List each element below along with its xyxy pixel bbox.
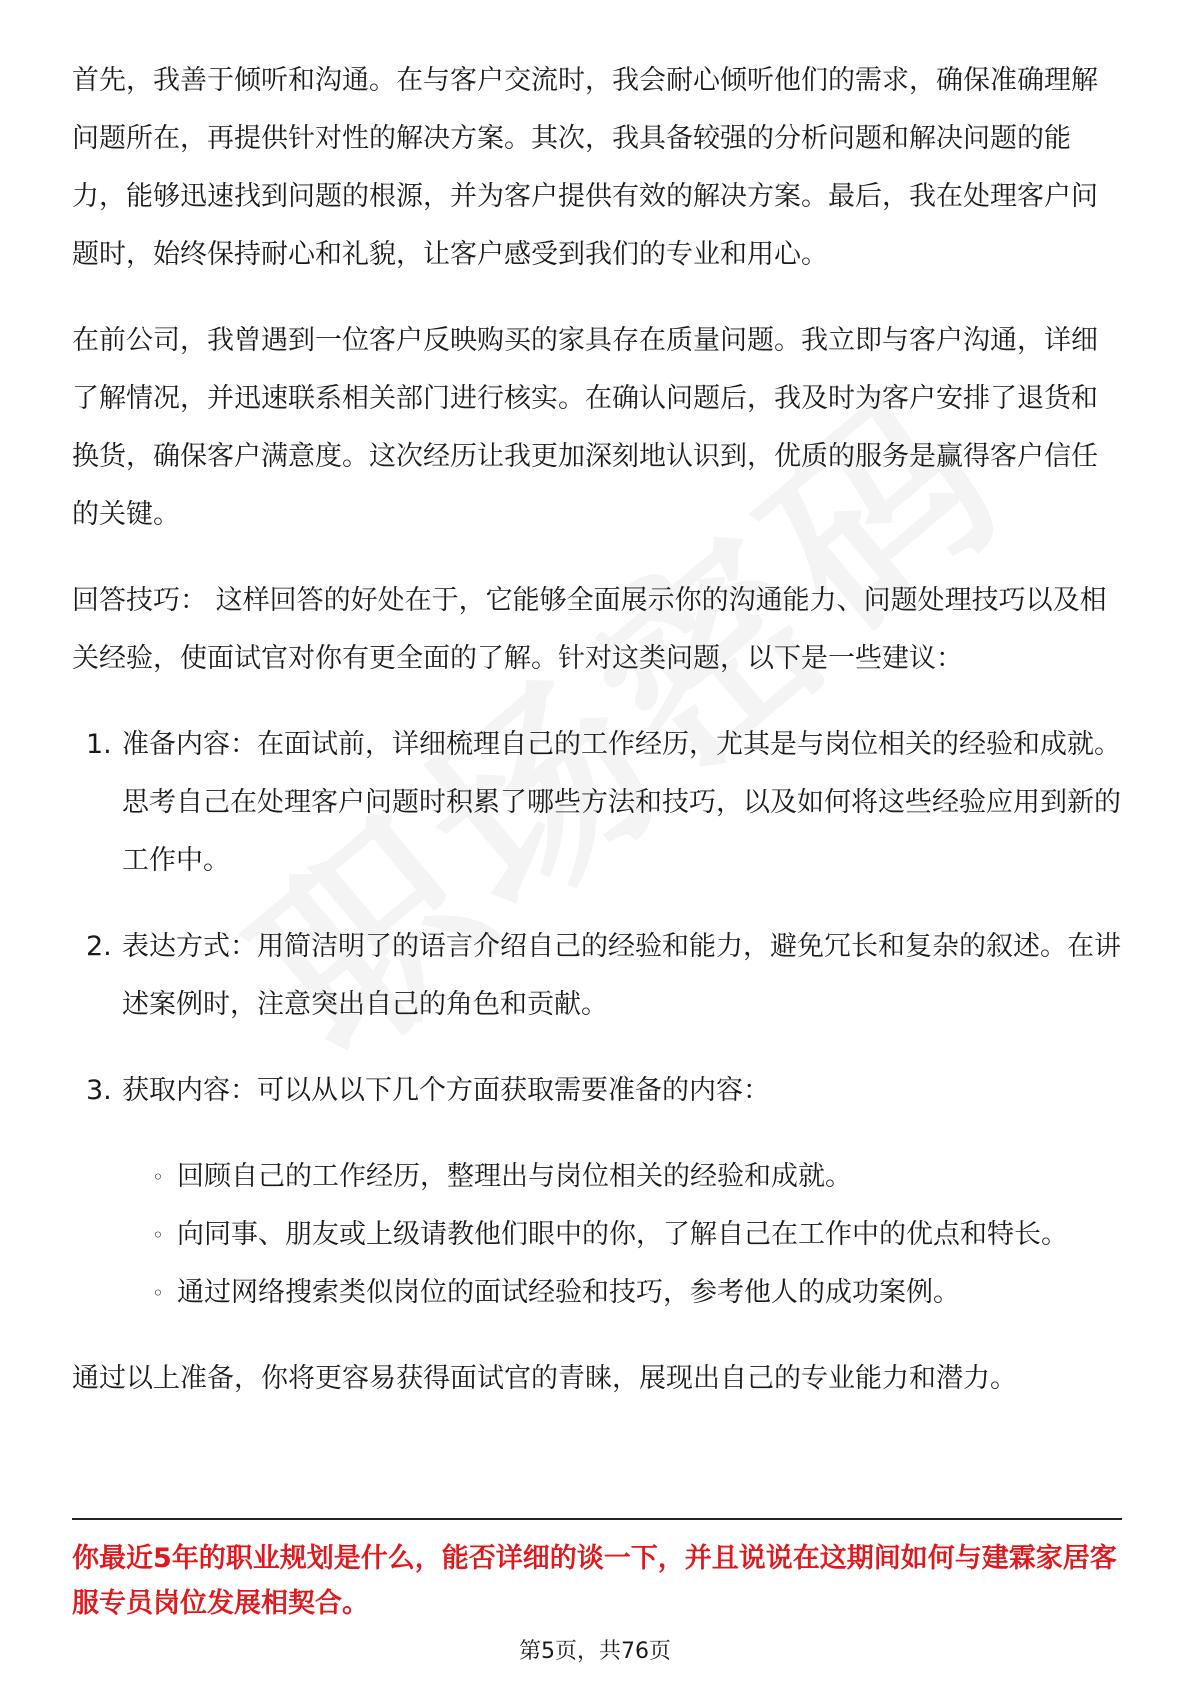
list-item-text: 向同事、朋友或上级请教他们眼中的你，了解自己在工作中的优点和特长。 <box>177 1219 1068 1250</box>
section-divider <box>72 1518 1122 1520</box>
list-item <box>72 918 1122 1034</box>
bullet-icon: ◦ <box>152 1223 164 1247</box>
paragraph-experience: 在前公司，我曾遇到一位客户反映购买的家具存在质量问题。我立即与客户沟通，详细了解情况，并迅速联系相关部门进行核实。在确认问题后，我及时为客户安排了退货和换货，确保客户满意度。这次经历让我更加深刻地认识到，优质的服务是赢得客户信任的关键。 <box>72 325 1098 530</box>
sources-list <box>72 1148 1122 1322</box>
list-item <box>72 1062 1122 1120</box>
list-item-number: 1. <box>86 729 112 760</box>
list-item-text: 通过网络搜索类似岗位的面试经验和技巧，参考他人的成功案例。 <box>177 1277 960 1308</box>
list-item <box>72 716 1122 890</box>
bullet-icon: ◦ <box>152 1165 164 1189</box>
paragraph-strengths: 首先，我善于倾听和沟通。在与客户交流时，我会耐心倾听他们的需求，确保准确理解问题所在，再提供针对性的解决方案。其次，我具备较强的分析问题和解决问题的能力，能够迅速找到问题的根源，并为客户提供有效的解决方案。最后，我在处理客户问题时，始终保持耐心和礼貌，让客户感受到我们的专业和用心。 <box>72 65 1098 270</box>
list-item <box>72 1264 1122 1322</box>
list-item-text: 表达方式：用简洁明了的语言介绍自己的经验和能力，避免冗长和复杂的叙述。在讲述案例时，注意突出自己的角色和贡献。 <box>122 931 1121 1020</box>
next-question-heading: 你最近5年的职业规划是什么，能否详细的谈一下，并且说说在这期间如何与建霖家居客服专员岗位发展相契合。 <box>72 1543 1117 1619</box>
list-item <box>72 1148 1122 1206</box>
list-item-number: 3. <box>86 1075 112 1106</box>
page-content <box>72 52 1122 1408</box>
bullet-icon: ◦ <box>152 1281 164 1305</box>
tips-list <box>72 716 1122 1120</box>
list-item-text: 获取内容：可以从以下几个方面获取需要准备的内容： <box>122 1075 770 1106</box>
paragraph-answer-tips: 回答技巧： 这样回答的好处在于，它能够全面展示你的沟通能力、问题处理技巧以及相关经验，使面试官对你有更全面的了解。针对这类问题，以下是一些建议： <box>72 585 1107 674</box>
paragraph-conclusion: 通过以上准备，你将更容易获得面试官的青睐，展现出自己的专业能力和潜力。 <box>72 1363 1017 1394</box>
page-number: 第5页，共76页 <box>519 1639 671 1664</box>
list-item-number: 2. <box>86 931 112 962</box>
list-item-text: 准备内容：在面试前，详细梳理自己的工作经历，尤其是与岗位相关的经验和成就。思考自己在处理客户问题时积累了哪些方法和技巧，以及如何将这些经验应用到新的工作中。 <box>122 729 1121 876</box>
list-item <box>72 1206 1122 1264</box>
list-item-text: 回顾自己的工作经历，整理出与岗位相关的经验和成就。 <box>177 1161 852 1192</box>
